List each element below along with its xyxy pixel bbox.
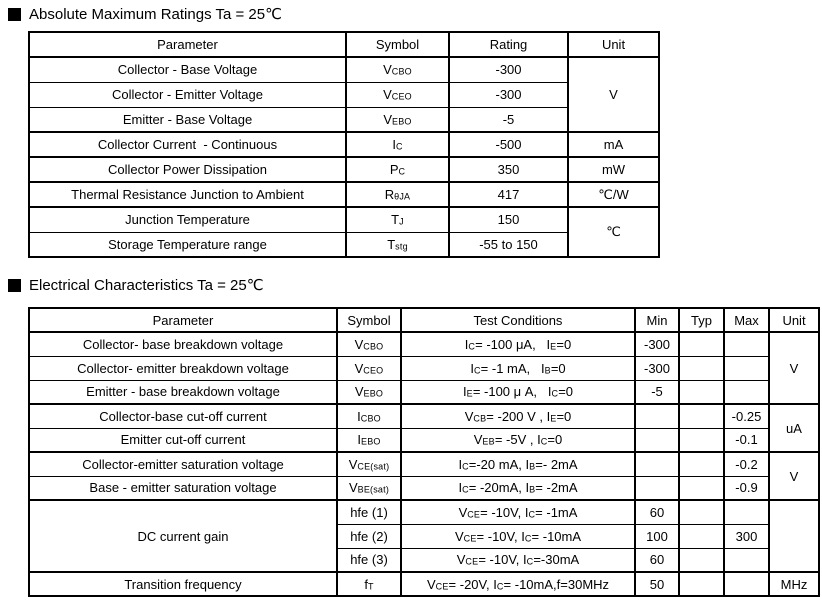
rating-cell: -500 — [449, 132, 568, 157]
parameter-cell: Transition frequency — [29, 572, 337, 596]
section-title: Electrical Characteristics Ta = 25℃ — [29, 277, 264, 294]
symbol-cell: hfe (3) — [337, 548, 401, 572]
min-cell: 60 — [635, 548, 679, 572]
table-row — [29, 452, 819, 476]
max-cell — [724, 380, 769, 404]
test-conditions-cell: IC= -1 mA, IB=0 — [401, 356, 635, 380]
symbol-cell: VBE(sat) — [337, 476, 401, 500]
unit-cell — [769, 500, 819, 572]
symbol-cell: VCEO — [337, 356, 401, 380]
symbol-cell: VEBO — [346, 107, 449, 132]
typ-cell — [679, 524, 724, 548]
col-header-rating: Rating — [449, 32, 568, 57]
unit-cell: V — [769, 452, 819, 500]
unit-cell: uA — [769, 404, 819, 452]
typ-cell — [679, 500, 724, 524]
parameter-cell: Junction Temperature — [29, 207, 346, 232]
typ-cell — [679, 572, 724, 596]
parameter-cell: Collector Power Dissipation — [29, 157, 346, 182]
test-conditions-cell: IC= -20mA, IB= -2mA — [401, 476, 635, 500]
table-row — [29, 476, 819, 500]
symbol-cell: RθJA — [346, 182, 449, 207]
max-cell: -0.25 — [724, 404, 769, 428]
min-cell: -300 — [635, 332, 679, 356]
test-conditions-cell: IC= -100 μA, IE=0 — [401, 332, 635, 356]
unit-cell: mW — [568, 157, 659, 182]
max-cell — [724, 548, 769, 572]
parameter-cell: Emitter - Base Voltage — [29, 107, 346, 132]
elec-char-section-heading — [8, 276, 264, 294]
parameter-cell: Collector- base breakdown voltage — [29, 332, 337, 356]
min-cell — [635, 428, 679, 452]
parameter-cell: Collector- emitter breakdown voltage — [29, 356, 337, 380]
unit-cell: V — [769, 332, 819, 404]
table-row — [29, 157, 659, 182]
rating-cell: -5 — [449, 107, 568, 132]
symbol-cell: VCE(sat) — [337, 452, 401, 476]
test-conditions-cell: IE= -100 μ A, IC=0 — [401, 380, 635, 404]
symbol-cell: fT — [337, 572, 401, 596]
unit-cell: ℃/W — [568, 182, 659, 207]
symbol-cell: hfe (1) — [337, 500, 401, 524]
rating-cell: 417 — [449, 182, 568, 207]
test-conditions-cell: VCE= -10V, IC= -1mA — [401, 500, 635, 524]
symbol-cell: VCBO — [337, 332, 401, 356]
col-header-parameter: Parameter — [29, 308, 337, 332]
col-header-symbol: Symbol — [337, 308, 401, 332]
parameter-cell: Collector - Base Voltage — [29, 57, 346, 82]
typ-cell — [679, 332, 724, 356]
typ-cell — [679, 476, 724, 500]
table-header-row — [29, 308, 819, 332]
rating-cell: 350 — [449, 157, 568, 182]
table-row — [29, 500, 819, 524]
test-conditions-cell: VCB= -200 V , IE=0 — [401, 404, 635, 428]
max-cell — [724, 572, 769, 596]
symbol-cell: VCEO — [346, 82, 449, 107]
typ-cell — [679, 452, 724, 476]
max-cell: -0.1 — [724, 428, 769, 452]
unit-cell: ℃ — [568, 207, 659, 257]
table-header-row — [29, 32, 659, 57]
table-row — [29, 332, 819, 356]
unit-cell: V — [568, 57, 659, 132]
parameter-cell: Collector Current - Continuous — [29, 132, 346, 157]
table-row — [29, 182, 659, 207]
col-header-test-conditions: Test Conditions — [401, 308, 635, 332]
unit-cell: mA — [568, 132, 659, 157]
symbol-cell: IEBO — [337, 428, 401, 452]
parameter-cell: Emitter cut-off current — [29, 428, 337, 452]
col-header-parameter: Parameter — [29, 32, 346, 57]
test-conditions-cell: VCE= -10V, IC=-30mA — [401, 548, 635, 572]
electrical-characteristics-table — [28, 307, 820, 597]
symbol-cell: Tstg — [346, 232, 449, 257]
col-header-typ: Typ — [679, 308, 724, 332]
symbol-cell: ICBO — [337, 404, 401, 428]
min-cell — [635, 404, 679, 428]
min-cell — [635, 452, 679, 476]
table-row — [29, 356, 819, 380]
max-cell — [724, 356, 769, 380]
abs-max-section-heading — [8, 5, 282, 23]
table-row — [29, 380, 819, 404]
max-cell: -0.9 — [724, 476, 769, 500]
min-cell: -5 — [635, 380, 679, 404]
col-header-symbol: Symbol — [346, 32, 449, 57]
symbol-cell: PC — [346, 157, 449, 182]
max-cell — [724, 500, 769, 524]
parameter-cell: Storage Temperature range — [29, 232, 346, 257]
test-conditions-cell: VCE= -10V, IC= -10mA — [401, 524, 635, 548]
col-header-max: Max — [724, 308, 769, 332]
test-conditions-cell: VEB= -5V , IC=0 — [401, 428, 635, 452]
col-header-min: Min — [635, 308, 679, 332]
table-row — [29, 57, 659, 82]
table-row — [29, 207, 659, 232]
max-cell: -0.2 — [724, 452, 769, 476]
max-cell: 300 — [724, 524, 769, 548]
typ-cell — [679, 404, 724, 428]
black-square-icon — [8, 279, 21, 292]
typ-cell — [679, 356, 724, 380]
symbol-cell: TJ — [346, 207, 449, 232]
rating-cell: 150 — [449, 207, 568, 232]
col-header-unit: Unit — [568, 32, 659, 57]
min-cell: -300 — [635, 356, 679, 380]
test-conditions-cell: IC=-20 mA, IB=- 2mA — [401, 452, 635, 476]
table-row — [29, 404, 819, 428]
parameter-cell: Base - emitter saturation voltage — [29, 476, 337, 500]
table-row — [29, 82, 659, 107]
min-cell — [635, 476, 679, 500]
black-square-icon — [8, 8, 21, 21]
typ-cell — [679, 428, 724, 452]
test-conditions-cell: VCE= -20V, IC= -10mA,f=30MHz — [401, 572, 635, 596]
min-cell: 50 — [635, 572, 679, 596]
rating-cell: -300 — [449, 82, 568, 107]
rating-cell: -300 — [449, 57, 568, 82]
section-title: Absolute Maximum Ratings Ta = 25℃ — [29, 6, 282, 23]
abs-max-ratings-table — [28, 31, 660, 258]
table-row — [29, 232, 659, 257]
parameter-cell: Collector-emitter saturation voltage — [29, 452, 337, 476]
parameter-cell: Collector-base cut-off current — [29, 404, 337, 428]
parameter-cell: Thermal Resistance Junction to Ambient — [29, 182, 346, 207]
symbol-cell: IC — [346, 132, 449, 157]
table-row — [29, 572, 819, 596]
table-row — [29, 107, 659, 132]
parameter-cell: DC current gain — [29, 500, 337, 572]
parameter-cell: Collector - Emitter Voltage — [29, 82, 346, 107]
max-cell — [724, 332, 769, 356]
table-row — [29, 132, 659, 157]
unit-cell: MHz — [769, 572, 819, 596]
min-cell: 100 — [635, 524, 679, 548]
col-header-unit: Unit — [769, 308, 819, 332]
typ-cell — [679, 548, 724, 572]
symbol-cell: hfe (2) — [337, 524, 401, 548]
min-cell: 60 — [635, 500, 679, 524]
typ-cell — [679, 380, 724, 404]
parameter-cell: Emitter - base breakdown voltage — [29, 380, 337, 404]
rating-cell: -55 to 150 — [449, 232, 568, 257]
table-row — [29, 428, 819, 452]
symbol-cell: VCBO — [346, 57, 449, 82]
symbol-cell: VEBO — [337, 380, 401, 404]
